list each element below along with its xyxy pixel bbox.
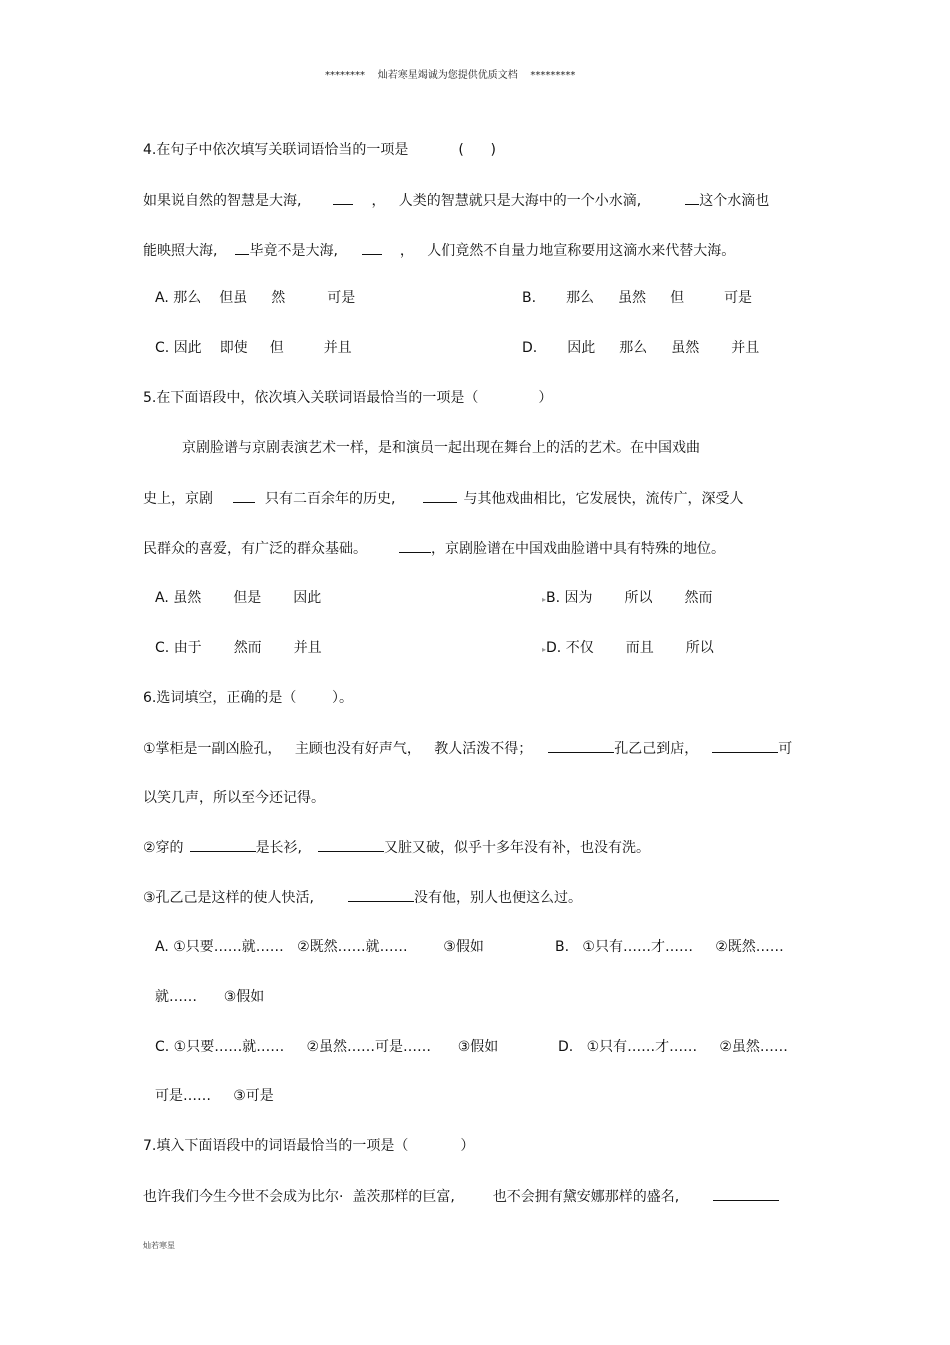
- option-label: A.: [155, 290, 169, 306]
- q4-blank-1[interactable]: [333, 190, 353, 205]
- q5-p3-part-a: 民群众的喜爱，有广泛的群众基础。: [143, 541, 367, 557]
- option-word: 因此: [293, 590, 322, 606]
- q4-option-a[interactable]: [155, 288, 355, 308]
- option-word: 那么: [619, 340, 648, 356]
- option-word: 可是: [724, 290, 753, 306]
- option-label: B.: [546, 590, 561, 606]
- option-word: 虽然: [671, 340, 700, 356]
- q6-option-d-cont[interactable]: 可是…… ③可是: [155, 1088, 274, 1104]
- option-word: 所以: [624, 590, 653, 606]
- option-word: 因此: [567, 340, 596, 356]
- q7-stem: 7.填入下面语段中的词语最恰当的一项是（: [143, 1138, 409, 1154]
- q6-s1-part-b: 孔乙己到店，: [614, 741, 699, 757]
- q5-option-c[interactable]: [155, 638, 322, 658]
- q4-line2-part-c: ， 人们竟然不自量力地宣称要用这滴水来代替大海。: [399, 243, 736, 259]
- option-word: 由于: [173, 640, 202, 656]
- option-word: 但虽: [219, 290, 248, 306]
- q6-sentence-3: [143, 887, 582, 908]
- page-footer: 灿若寒星: [143, 1241, 175, 1250]
- q6-s3-part-b: 没有他，别人也便这么过。: [414, 890, 583, 906]
- q5-paragraph-line-3: [143, 538, 725, 559]
- option-word: 虽然: [618, 290, 647, 306]
- q5-stem: 5.在下面语段中，依次填入关联词语最恰当的一项是（: [143, 390, 479, 406]
- q5-paragraph-line-1: 京剧脸谱与京剧表演艺术一样，是和演员一起出现在舞台上的活的艺术。在中国戏曲: [182, 440, 700, 456]
- q4-line1-part-a: 如果说自然的智慧是大海,: [143, 193, 302, 209]
- q6-blank-2[interactable]: [712, 738, 778, 753]
- q6-s2-part-b: 是长衫,: [255, 840, 303, 856]
- option-label: B.: [522, 290, 537, 306]
- q4-option-d[interactable]: [522, 338, 759, 358]
- q7-blank-1[interactable]: [713, 1186, 779, 1201]
- option-word: 因此: [173, 340, 202, 356]
- option-label: A.: [155, 590, 169, 606]
- bullet-icon: ▸: [542, 595, 547, 604]
- q4-option-c[interactable]: [155, 338, 352, 358]
- q6-option-b[interactable]: B. ①只有……才…… ②既然……: [555, 939, 784, 955]
- q6-option-a[interactable]: A. ①只要……就…… ②既然……就…… ③假如: [155, 939, 484, 955]
- option-word: 然而: [684, 590, 713, 606]
- option-word: 并且: [731, 340, 760, 356]
- q5-p2-part-b: 只有二百余年的历史,: [265, 491, 396, 507]
- q5-p3-part-b: ，京剧脸谱在中国戏曲脸谱中具有特殊的地位。: [431, 541, 725, 557]
- q5-blank-1[interactable]: [233, 488, 255, 503]
- q4-blank-3[interactable]: [235, 240, 249, 255]
- q6-option-b-cont[interactable]: 就…… ③假如: [155, 989, 265, 1005]
- bullet-icon: ▸: [542, 645, 547, 654]
- q6-s1-part-c: 可: [778, 741, 793, 757]
- q4-stem-line: [143, 140, 496, 160]
- option-word: 但: [670, 290, 685, 306]
- option-word: 不仅: [565, 640, 594, 656]
- q4-blank-2[interactable]: [685, 190, 699, 205]
- q6-blank-4[interactable]: [318, 837, 384, 852]
- q4-line1-part-c: 这个水滴也: [699, 193, 770, 209]
- option-word: 那么: [566, 290, 595, 306]
- q6-option-c[interactable]: C. ①只要……就…… ②虽然……可是…… ③假如: [155, 1039, 499, 1055]
- q5-option-d[interactable]: [542, 638, 714, 660]
- option-word: 那么: [173, 290, 202, 306]
- q7-stem-line: [143, 1136, 474, 1156]
- q4-option-b[interactable]: [522, 288, 752, 308]
- option-label: C.: [155, 340, 170, 356]
- q6-s2-part-c: 又脏又破，似乎十多年没有补，也没有洗。: [384, 840, 651, 856]
- q5-option-a[interactable]: [155, 588, 321, 608]
- q7-line-1: [143, 1186, 779, 1207]
- q4-blank-4[interactable]: [362, 240, 382, 255]
- option-word: 所以: [685, 640, 714, 656]
- option-word: 而且: [625, 640, 654, 656]
- q5-stem-end: ）: [538, 390, 553, 406]
- option-word: 但: [269, 340, 284, 356]
- q4-line2-part-a: 能映照大海,: [143, 243, 218, 259]
- option-label: D.: [522, 340, 538, 356]
- option-word: 但是: [233, 590, 262, 606]
- q5-blank-3[interactable]: [399, 538, 431, 553]
- option-word: 虽然: [173, 590, 202, 606]
- q6-s2-part-a: ②穿的: [143, 840, 184, 856]
- q4-line-1: [143, 190, 769, 211]
- option-label: D.: [546, 640, 562, 656]
- q5-p2-part-a: 史上，京剧: [143, 491, 213, 507]
- q4-stem: 4.在句子中依次填写关联词语恰当的一项是: [143, 142, 409, 158]
- q5-option-b[interactable]: [542, 588, 713, 610]
- option-word: 即使: [219, 340, 248, 356]
- q5-stem-line: [143, 388, 552, 408]
- q6-blank-1[interactable]: [548, 738, 614, 753]
- option-word: 并且: [323, 340, 352, 356]
- q6-s3-part-a: ③孔乙己是这样的使人快活,: [143, 890, 315, 906]
- option-word: 因为: [564, 590, 593, 606]
- option-label: C.: [155, 640, 170, 656]
- option-word: 然: [271, 290, 286, 306]
- q4-line-2: [143, 240, 735, 261]
- q4-line2-part-b: 毕竟不是大海,: [249, 243, 338, 259]
- q5-p2-part-c: 与其他戏曲相比，它发展快，流传广，深受人: [463, 491, 744, 507]
- q6-blank-3[interactable]: [190, 837, 256, 852]
- q6-sentence-1-cont: 以笑几声，所以至今还记得。: [143, 790, 325, 806]
- q4-answer-paren: ( ): [458, 142, 496, 158]
- q4-line1-part-b: ， 人类的智慧就只是大海中的一个小水滴,: [371, 193, 642, 209]
- q6-stem: 6.选词填空，正确的是（ ）。: [143, 690, 353, 706]
- q7-line1-part-b: 也不会拥有黛安娜那样的盛名,: [492, 1189, 680, 1205]
- q5-paragraph-line-2: [143, 488, 743, 509]
- option-word: 然而: [233, 640, 262, 656]
- q6-option-d[interactable]: D. ①只有……才…… ②虽然……: [558, 1039, 788, 1055]
- q6-s1-part-a: ①掌柜是一副凶脸孔， 主顾也没有好声气， 教人活泼不得；: [143, 741, 533, 757]
- q6-blank-5[interactable]: [348, 887, 414, 902]
- option-word: 可是: [327, 290, 356, 306]
- page-header: ******** 灿若寒星竭诚为您提供优质文档 *********: [325, 70, 576, 81]
- q6-sentence-1: [143, 738, 792, 759]
- q7-stem-end: ）: [460, 1138, 475, 1154]
- q5-blank-2[interactable]: [423, 488, 457, 503]
- option-word: 并且: [293, 640, 322, 656]
- q7-line1-part-a: 也许我们今生今世不会成为比尔· 盖茨那样的巨富,: [143, 1189, 455, 1205]
- q6-sentence-2: [143, 837, 650, 858]
